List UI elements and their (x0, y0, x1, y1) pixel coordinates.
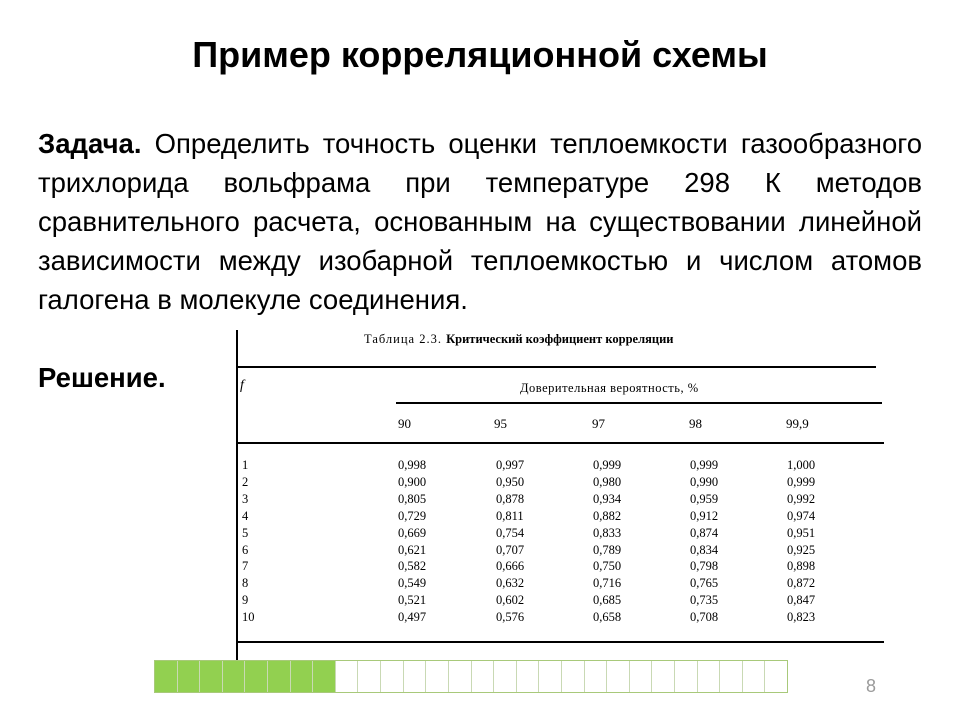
progress-segment-empty (472, 661, 495, 692)
f-value: 8 (242, 576, 249, 591)
slide-progress-bar (154, 660, 788, 693)
progress-segment-empty (562, 661, 585, 692)
f-value: 4 (242, 508, 249, 523)
table-cell: 0,666 (496, 559, 525, 574)
f-value: 6 (242, 542, 249, 557)
table-cell: 0,951 (787, 525, 816, 540)
table-cell: 0,900 (398, 474, 427, 489)
table-cell: 0,811 (496, 508, 524, 523)
column-95 (496, 457, 524, 626)
table-cell: 0,765 (690, 576, 719, 591)
confidence-rule (396, 402, 882, 404)
col-header-95: 95 (494, 416, 507, 431)
table-cell: 0,998 (398, 458, 427, 472)
table-cell: 0,878 (496, 491, 525, 506)
table-cell: 0,872 (787, 576, 816, 591)
progress-segment-empty (404, 661, 427, 692)
confidence-header: Доверительная вероятность, % (520, 381, 699, 395)
progress-segment-filled (223, 661, 246, 692)
column-99-9 (787, 457, 815, 626)
table-cell: 0,735 (690, 593, 719, 608)
progress-segment-filled (268, 661, 291, 692)
table-cell: 0,549 (398, 576, 427, 591)
f-value: 1 (242, 458, 249, 472)
table-cell: 0,750 (593, 559, 622, 574)
table-cell: 0,707 (496, 542, 525, 557)
table-cell: 0,754 (496, 525, 525, 540)
progress-segment-empty (652, 661, 675, 692)
solution-label: Решение. (38, 362, 166, 393)
table-cell: 0,999 (593, 458, 622, 472)
column-97 (593, 457, 621, 626)
table-cell: 0,716 (593, 576, 622, 591)
col-header-99-9: 99,9 (786, 416, 809, 431)
table-cell: 0,959 (690, 491, 719, 506)
table-cell: 0,834 (690, 542, 719, 557)
column-98 (690, 457, 718, 626)
f-value: 9 (242, 593, 249, 608)
f-value: 5 (242, 525, 249, 540)
table-cell: 0,602 (496, 593, 525, 608)
table-cell: 0,823 (787, 610, 816, 625)
table-cell: 0,805 (398, 491, 427, 506)
f-value: 7 (242, 559, 249, 574)
table-cell: 0,685 (593, 593, 622, 608)
table-cell: 0,997 (496, 458, 525, 472)
column-90 (398, 457, 426, 626)
col-header-98: 98 (689, 416, 702, 431)
col-header-97: 97 (592, 416, 605, 431)
col-header-90: 90 (398, 416, 411, 431)
correlation-table (222, 326, 902, 666)
table-cell: 0,874 (690, 525, 719, 540)
table-cell: 0,576 (496, 610, 525, 625)
progress-segment-empty (494, 661, 517, 692)
f-value: 3 (242, 491, 249, 506)
progress-segment-empty (449, 661, 472, 692)
f-header: f (240, 378, 244, 393)
table-cell: 0,925 (787, 542, 816, 557)
table-cell: 0,708 (690, 610, 719, 625)
table-caption-prefix: Таблица 2.3. (364, 332, 442, 346)
progress-segment-filled (291, 661, 314, 692)
table-cell: 0,497 (398, 610, 427, 625)
task-paragraph (38, 124, 922, 319)
table-cell: 0,833 (593, 525, 622, 540)
progress-segment-empty (720, 661, 743, 692)
table-cell: 0,950 (496, 474, 525, 489)
progress-segment-empty (358, 661, 381, 692)
table-cell: 0,621 (398, 542, 427, 557)
progress-segment-filled (178, 661, 201, 692)
progress-segment-filled (245, 661, 268, 692)
table-cell: 0,847 (787, 593, 816, 608)
progress-segment-empty (539, 661, 562, 692)
progress-segment-filled (155, 661, 178, 692)
progress-segment-empty (698, 661, 721, 692)
progress-segment-empty (426, 661, 449, 692)
f-value: 2 (242, 474, 249, 489)
table-cell: 0,632 (496, 576, 525, 591)
table-cell: 0,669 (398, 525, 427, 540)
table-caption-title: Критический коэффициент корреляции (446, 332, 674, 346)
table-top-rule (238, 366, 876, 368)
table-caption (364, 332, 674, 347)
progress-segment-empty (630, 661, 653, 692)
progress-segment-empty (517, 661, 540, 692)
f-column (242, 457, 255, 626)
progress-segment-filled (200, 661, 223, 692)
task-lead: Задача. (38, 128, 142, 159)
table-cell: 0,934 (593, 491, 622, 506)
table-cell: 0,521 (398, 593, 427, 608)
progress-segment-empty (765, 661, 787, 692)
progress-segment-empty (743, 661, 766, 692)
table-cell: 0,999 (787, 474, 816, 489)
progress-segment-empty (336, 661, 359, 692)
table-cell: 0,898 (787, 559, 816, 574)
slide-title: Пример корреляционной схемы (192, 34, 768, 75)
table-cell: 0,882 (593, 508, 622, 523)
table-cell: 0,992 (787, 491, 816, 506)
table-cell: 0,980 (593, 474, 622, 489)
table-left-rule (236, 330, 238, 660)
table-cell: 0,999 (690, 458, 719, 472)
progress-segment-empty (675, 661, 698, 692)
table-cell: 1,000 (787, 458, 816, 472)
progress-segment-empty (585, 661, 608, 692)
table-cell: 0,974 (787, 508, 816, 523)
table-bottom-rule (238, 641, 884, 643)
progress-segment-empty (607, 661, 630, 692)
progress-segment-empty (381, 661, 404, 692)
table-cell: 0,912 (690, 508, 719, 523)
f-value: 10 (242, 610, 255, 625)
task-text: Определить точность оценки теплоемкости газообразного трихлорида вольфрама при температуре 298 К методов сравнительного расчета, основанным на существовании линейной зависимости между изобарной теплоемкостью и числом атомов галогена в молекуле соединения. (38, 128, 922, 315)
progress-segment-filled (313, 661, 336, 692)
table-cell: 0,582 (398, 559, 427, 574)
header-rule (238, 442, 884, 444)
table-cell: 0,798 (690, 559, 719, 574)
page-number: 8 (866, 676, 877, 696)
table-cell: 0,789 (593, 542, 622, 557)
table-cell: 0,990 (690, 474, 719, 489)
table-cell: 0,658 (593, 610, 622, 625)
table-cell: 0,729 (398, 508, 427, 523)
